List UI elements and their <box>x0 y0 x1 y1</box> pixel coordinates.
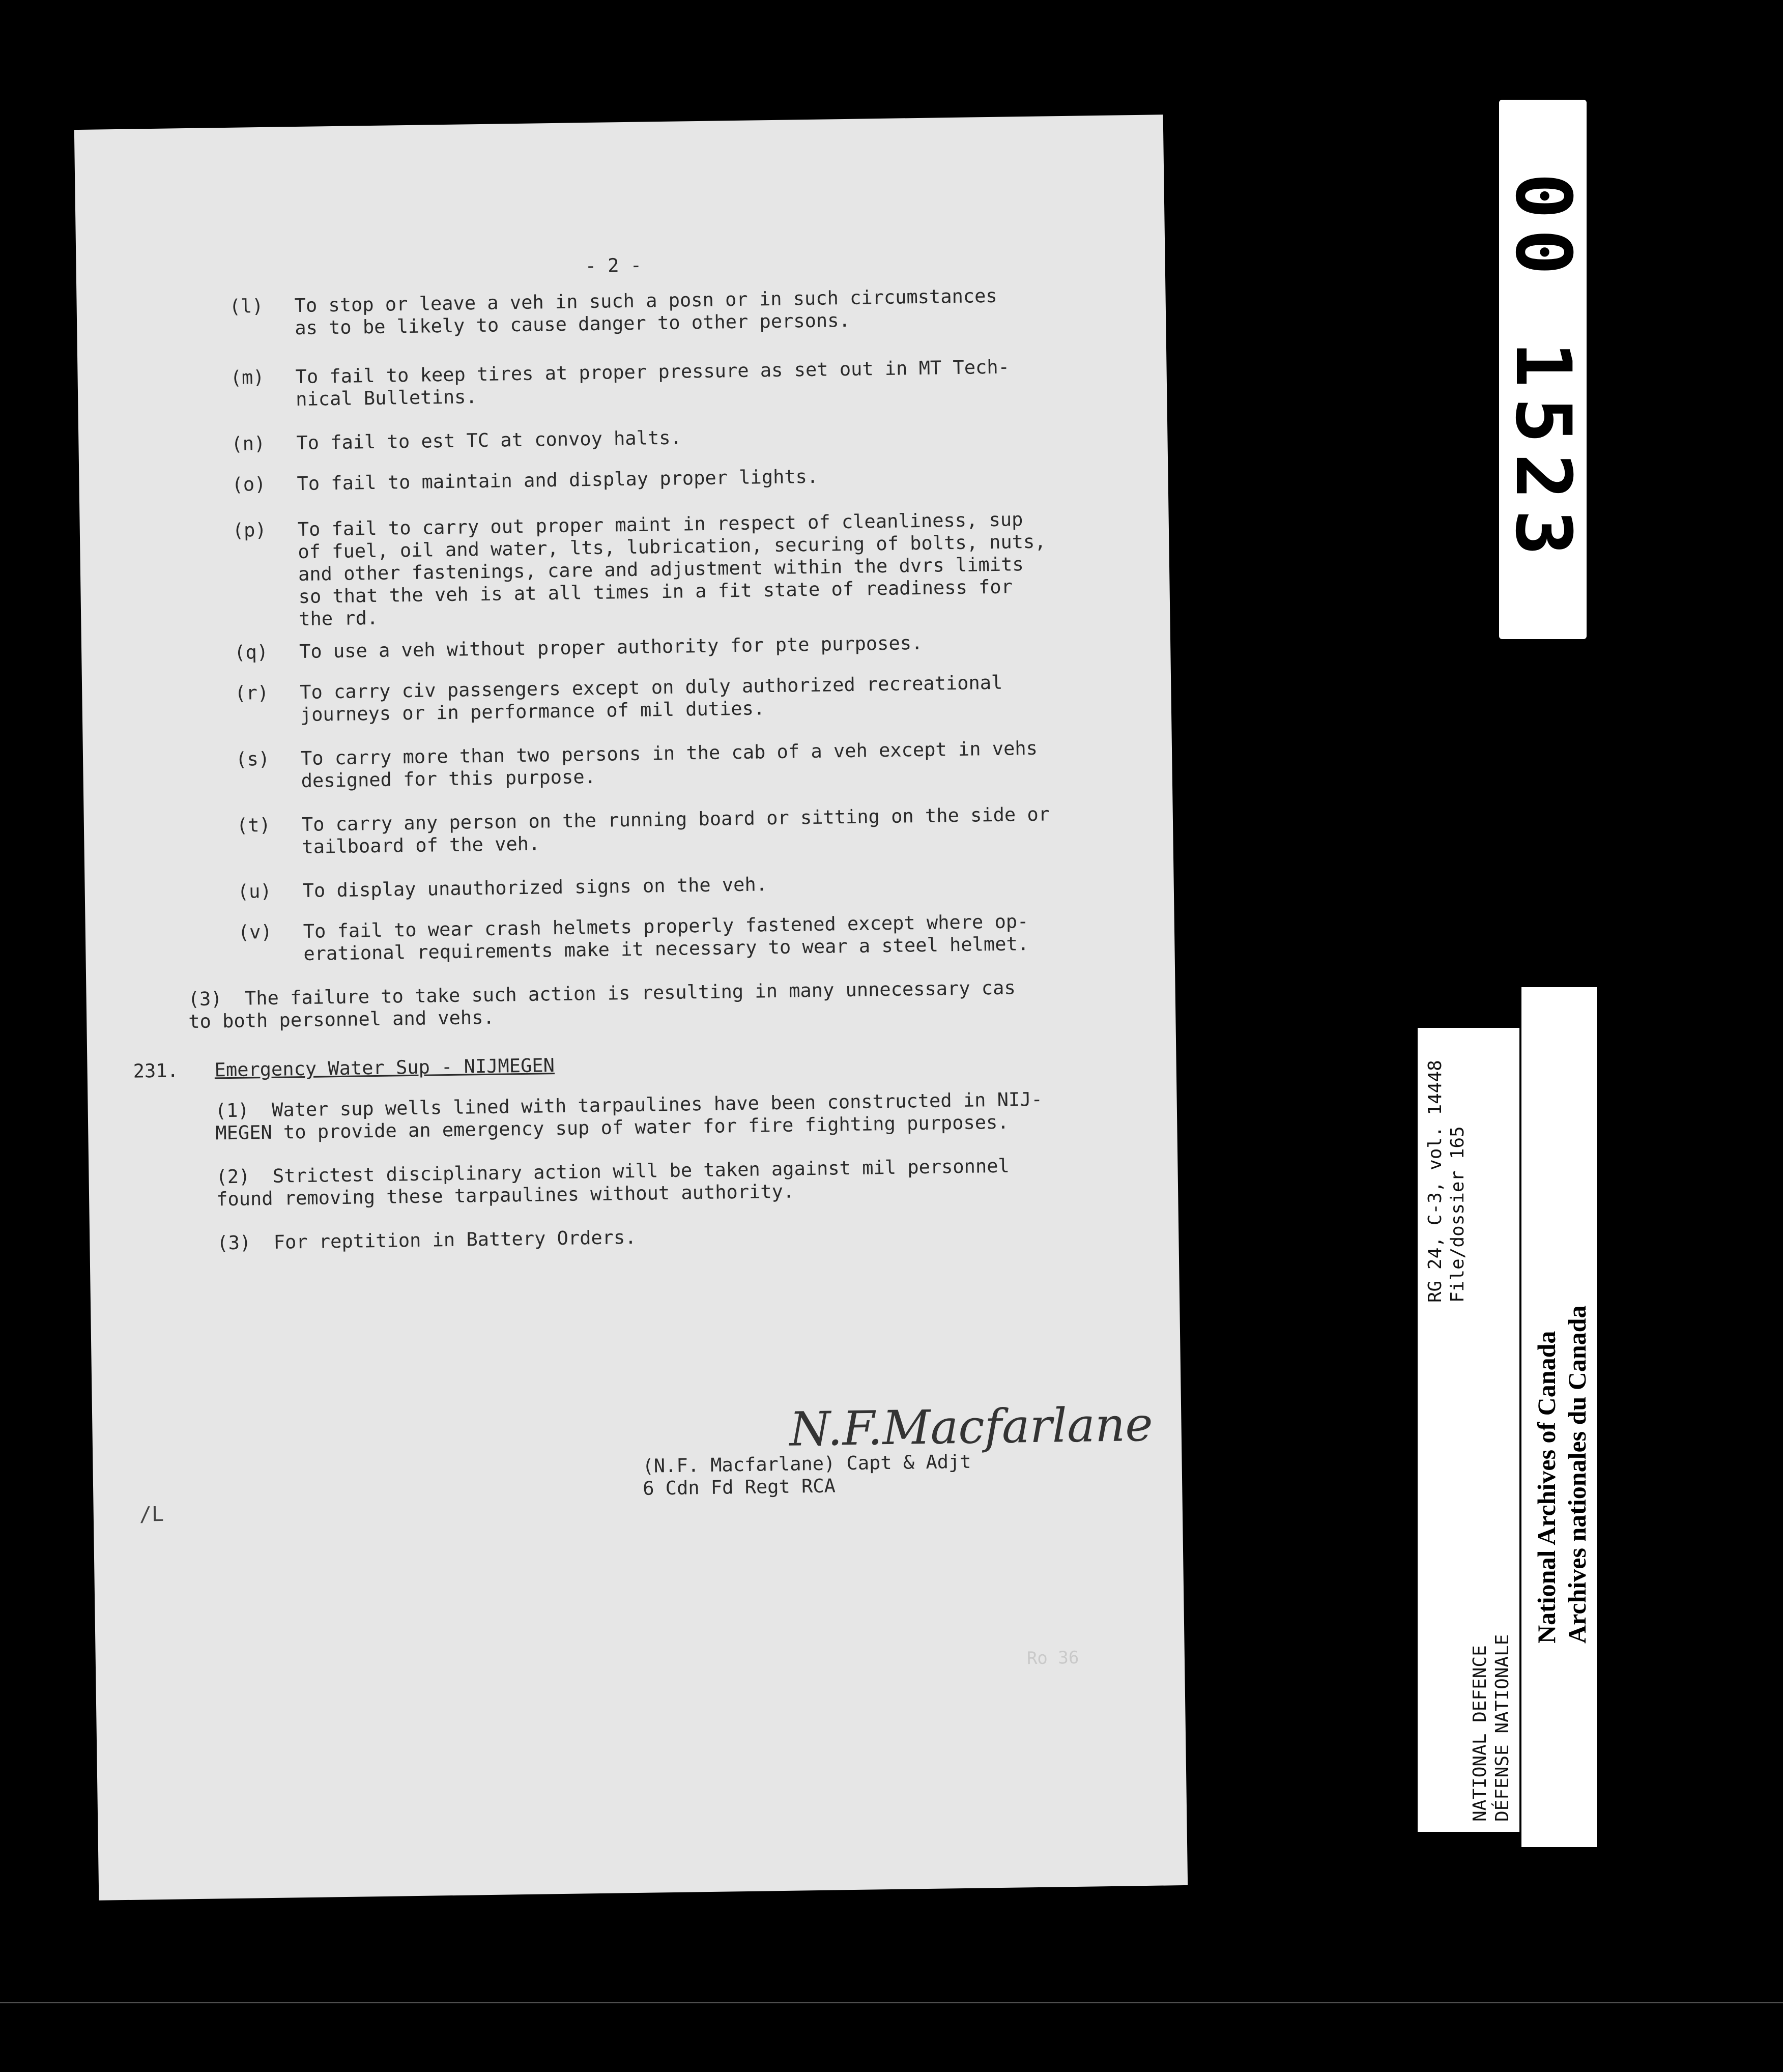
item-label: (v) <box>238 920 272 943</box>
film-edge-line <box>0 2002 1783 2003</box>
paragraph-3: (3) The failure to take such action is resulting in many unnecessary cas to both personnel and vehs. <box>188 976 1016 1033</box>
item-text: To fail to carry out proper maint in respect of cleanliness, sup of fuel, oil and water, lts, lubrication, securing of bolts, nuts, and other fastenings, care and adjustment within the dvrs limits so that the veh is at all times in a fit state of readiness for the rd. <box>297 508 1046 630</box>
item-label: (t) <box>236 814 271 837</box>
section-paragraph-1: (1) Water sup wells lined with tarpaulines have been constructed in NIJ- MEGEN to provide an emergency sup of water for fire fighting purposes. <box>215 1088 1043 1144</box>
archives-name-fr: Archives nationales du Canada <box>1563 1305 1591 1644</box>
item-text: To carry more than two persons in the cab of a veh except in vehs designed for this purpose. <box>300 737 1038 792</box>
frame-number: 00 1523 <box>1499 172 1587 566</box>
item-label: (o) <box>232 473 266 496</box>
reference-line-1: RG 24, C-3, vol. 14448 <box>1425 1060 1446 1303</box>
section-number: 231. <box>133 1059 179 1082</box>
item-label: (u) <box>237 880 272 903</box>
item-text: To fail to maintain and display proper lights. <box>297 465 819 495</box>
item-label: (m) <box>230 366 265 389</box>
signature-block: (N.F. Macfarlane) Capt & Adjt 6 Cdn Fd Regt RCA <box>642 1450 971 1500</box>
item-label: (n) <box>231 432 266 455</box>
item-text: To display unauthorized signs on the veh. <box>302 873 768 902</box>
item-text: To stop or leave a veh in such a posn or in such circumstances as to be likely to cause danger to other persons. <box>294 284 997 339</box>
archives-label <box>1521 987 1597 1847</box>
reference-line-2: File/dossier 165 <box>1447 1126 1468 1303</box>
item-text: To use a veh without proper authority for pte purposes. <box>299 631 923 663</box>
frame-number-stamp <box>1499 100 1587 639</box>
item-label: (r) <box>234 681 269 704</box>
archive-reference-label <box>1418 1028 1519 1832</box>
section-title: Emergency Water Sup - NIJMEGEN <box>214 1054 555 1081</box>
item-text: To carry any person on the running board or sitting on the side or tailboard of the veh. <box>301 803 1050 858</box>
item-text: To fail to wear crash helmets properly fastened except where op- erational requirements make it necessary to wear a steel helmet. <box>303 910 1029 965</box>
archives-name-en: National Archives of Canada <box>1532 1331 1561 1644</box>
item-label: (l) <box>229 295 264 318</box>
item-label: (q) <box>234 641 269 664</box>
margin-mark: /L <box>139 1502 164 1527</box>
item-text: To carry civ passengers except on duly authorized recreational journeys or in performance of mil duties. <box>299 671 1003 726</box>
section-paragraph-3: (3) For reptition in Battery Orders. <box>217 1226 637 1254</box>
item-text: To fail to keep tires at proper pressure as set out in MT Tech- nical Bulletins. <box>295 356 1010 411</box>
item-label: (p) <box>232 519 267 541</box>
signature: N.F.Macfarlane <box>789 1397 1154 1457</box>
document-page <box>74 114 1188 1901</box>
item-label: (s) <box>235 747 270 770</box>
item-text: To fail to est TC at convoy halts. <box>296 426 682 454</box>
reference-line-4: DÉFENSE NATIONALE <box>1492 1634 1513 1822</box>
reference-line-3: NATIONAL DEFENCE <box>1470 1645 1490 1822</box>
bleed-through-text: Ro 36 <box>1026 1647 1079 1669</box>
section-paragraph-2: (2) Strictest disciplinary action will be taken against mil personnel found removing these tarpaulines without authority. <box>216 1155 1010 1211</box>
page-number: - 2 - <box>585 254 642 277</box>
